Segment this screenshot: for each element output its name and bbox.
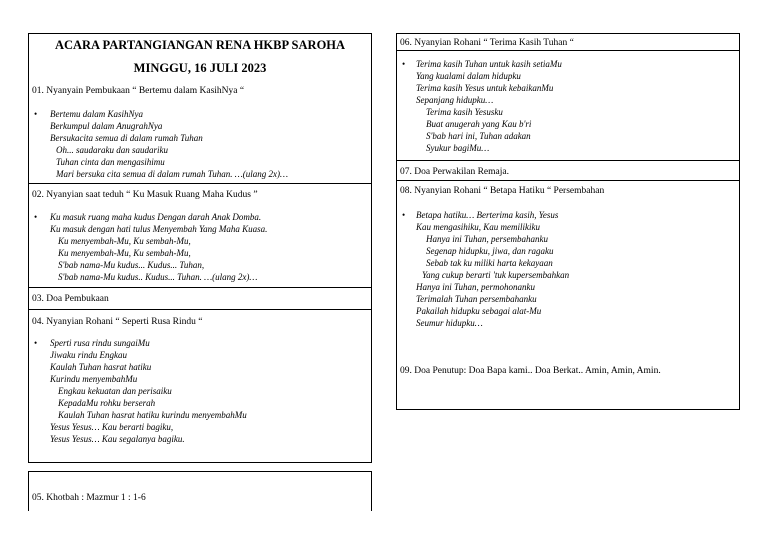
s08-line-3: Hanya ini Tuhan, persembahanku xyxy=(426,234,548,244)
s06-line-1: Terima kasih Tuhan untuk kasih setiaMu xyxy=(416,59,562,69)
section-02-heading: 02. Nyanyian saat teduh “ Ku Masuk Ruang Maha Kudus ” xyxy=(32,190,258,200)
s08-line-6: Yang cukup berarti 'tuk kupersembahkan xyxy=(422,270,570,280)
s06-line-4: Sepanjang hidupku… xyxy=(416,95,494,105)
divider-01 xyxy=(28,183,372,184)
s08-line-10: Seumur hidupku… xyxy=(416,318,483,328)
s06-line-8: Syukur bagiMu… xyxy=(426,143,490,153)
s02-line-4: Ku menyembah-Mu, Ku sembah-Mu, xyxy=(58,248,191,258)
section-03-heading: 03. Doa Pembukaan xyxy=(32,294,109,304)
divider-03 xyxy=(28,309,372,310)
section-07-heading: 07. Doa Perwakilan Remaja. xyxy=(400,167,509,177)
s04-line-4: Kurindu menyembahMu xyxy=(50,374,138,384)
s08-line-7: Hanya ini Tuhan, permohonanku xyxy=(416,282,535,292)
section-08-heading: 08. Nyanyian Rohani “ Betapa Hatiku “ Persembahan xyxy=(400,186,605,196)
s02-line-5: S'bab nama-Mu kudus... Kudus... Tuhan, xyxy=(58,260,205,270)
s06-line-2: Yang kualami dalam hidupku xyxy=(416,71,521,81)
s04-line-2: Jiwaku rindu Engkau xyxy=(50,350,127,360)
s04-line-1: Sperti rusa rindu sungaiMu xyxy=(50,338,150,348)
s01-line-1: Bertemu dalam KasihNya xyxy=(50,109,143,119)
section-06-heading: 06. Nyanyian Rohani “ Terima Kasih Tuhan “ xyxy=(400,38,574,48)
s08-line-5: Sebab tak ku miliki harta kekayaan xyxy=(426,258,553,268)
program-title: ACARA PARTANGIANGAN RENA HKBP SAROHA xyxy=(54,38,346,52)
s01-line-5: Tuhan cinta dan mengasihimu xyxy=(56,157,165,167)
s02-line-3: Ku menyembah-Mu, Ku sembah-Mu, xyxy=(58,236,191,246)
s08-line-9: Pakailah hidupku sebagai alat-Mu xyxy=(416,306,542,316)
s08-line-8: Terimalah Tuhan persembahanku xyxy=(416,294,537,304)
divider-06 xyxy=(396,50,740,51)
s01-line-3: Bersukacita semua di dalam rumah Tuhan xyxy=(50,133,203,143)
bullet-04: • xyxy=(34,338,38,348)
bullet-02: • xyxy=(34,212,38,222)
bullet-06: • xyxy=(402,59,406,69)
divider-08 xyxy=(396,180,740,181)
s04-line-6: KepadaMu rohku berserah xyxy=(58,398,156,408)
s04-line-8: Yesus Yesus… Kau berarti bagiku, xyxy=(50,422,174,432)
s01-line-4: Oh... saudaraku dan saudariku xyxy=(56,145,168,155)
section-09-heading: 09. Doa Penutup: Doa Bapa kami.. Doa Berkat.. Amin, Amin, Amin. xyxy=(400,366,661,376)
s02-line-1: Ku masuk ruang maha kudus Dengan darah Anak Domba. xyxy=(50,212,262,222)
s01-line-6: Mari bersuka cita semua di dalam rumah Tuhan. …(ulang 2x)… xyxy=(56,169,288,179)
bullet-01: • xyxy=(34,109,38,119)
bullet-08: • xyxy=(402,210,406,220)
s02-line-6: S'bab nama-Mu kudus.. Kudus... Tuhan. …(ulang 2x)… xyxy=(58,272,258,282)
s08-line-4: Segenap hidupku, jiwa, dan ragaku xyxy=(426,246,554,256)
left-khotbah-box xyxy=(28,471,372,511)
s04-line-9: Yesus Yesus… Kau segalanya bagiku. xyxy=(50,434,185,444)
s06-line-5: Terima kasih Yesusku xyxy=(426,107,503,117)
s04-line-7: Kaulah Tuhan hasrat hatiku kurindu menyembahMu xyxy=(58,410,247,420)
divider-02 xyxy=(28,287,372,288)
divider-07 xyxy=(396,160,740,161)
s04-line-5: Engkau kekuatan dan perisaiku xyxy=(58,386,172,396)
section-04-heading: 04. Nyanyian Rohani “ Seperti Rusa Rindu “ xyxy=(32,317,203,327)
s04-line-3: Kaulah Tuhan hasrat hatiku xyxy=(50,362,152,372)
s06-line-3: Terima kasih Yesus untuk kebaikanMu xyxy=(416,83,554,93)
section-05-heading: 05. Khotbah : Mazmur 1 : 1-6 xyxy=(32,493,146,503)
s01-line-2: Berkumpul dalam AnugrahNya xyxy=(50,121,163,131)
s06-line-6: Buat anugerah yang Kau b'ri xyxy=(426,119,532,129)
s02-line-2: Ku masuk dengan hati tulus Menyembah Yang Maha Kuasa. xyxy=(50,224,268,234)
program-date: MINGGU, 16 JULI 2023 xyxy=(133,61,267,75)
s06-line-7: S'bab hari ini, Tuhan adakan xyxy=(426,131,531,141)
s08-line-2: Kau mengasihiku, Kau memilikiku xyxy=(416,222,540,232)
s08-line-1: Betapa hatiku… Berterima kasih, Yesus xyxy=(416,210,559,220)
section-01-heading: 01. Nyanyain Pembukaan “ Bertemu dalam KasihNya “ xyxy=(32,86,245,96)
